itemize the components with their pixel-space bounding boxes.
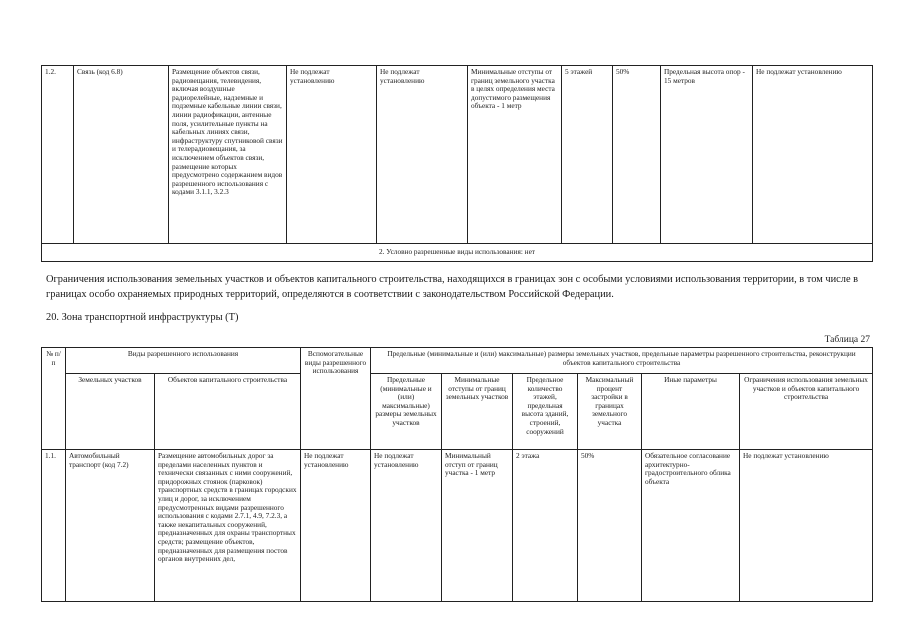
header-permitted-uses: Виды разрешенного использования — [66, 348, 301, 374]
zone-heading: 20. Зона транспортной инфраструктуры (Т) — [46, 312, 239, 323]
header-land-plots: Земельных участков — [66, 374, 155, 450]
cell-coverage: 50% — [578, 450, 642, 602]
use-type-name: Автомобильный транспорт (код 7.2) — [66, 450, 155, 602]
table-number: Таблица 27 — [824, 335, 870, 345]
row-number: 1.1. — [42, 450, 66, 602]
cell-plot-size: Не подлежат установлению — [371, 450, 442, 602]
header-setback: Минимальные отступы от границ земельных участков — [442, 374, 513, 450]
header-capital-objects: Объектов капитального строительства — [155, 374, 301, 450]
header-row — [42, 374, 873, 450]
use-type-description: Размещение автомобильных дорог за пределами населенных пунктов и технически связанных с ними сооружений, придорожных стоянок (парковок) транспортных средств в границах городских улиц и дорог, за исключением предусмотренных видами разрешенного использования с кодами 2.7.1, 4.9, 7.2.3, а также некапитальных сооружений, предназначенных для охраны транспортных средств; размещение объектов, предназначенных для размещения постов органов внутренних дел, — [155, 450, 301, 602]
use-type-name: Связь (код 6.8) — [74, 66, 169, 244]
cell-restrictions: Не подлежат установлению — [740, 450, 873, 602]
cell-floors: 5 этажей — [562, 66, 613, 244]
header-coverage: Максимальный процент застройки в границах земельного участка — [578, 374, 642, 450]
cell-floors: 2 этажа — [513, 450, 578, 602]
row-number: 1.2. — [42, 66, 74, 244]
cell-land-size: Не подлежат установлению — [377, 66, 468, 244]
permitted-use-table-part — [41, 65, 873, 262]
table-row — [42, 244, 873, 262]
header-restrictions: Ограничения использования земельных участков и объектов капитального строительства — [740, 374, 873, 450]
table-row — [42, 66, 873, 244]
header-other-params: Иные параметры — [642, 374, 740, 450]
cell-restrictions: Не подлежат установлению — [753, 66, 873, 244]
header-floors: Предельное количество этажей, предельная высота зданий, строений, сооружений — [513, 374, 578, 450]
cell-setback: Минимальные отступы от границ земельного участка в целях определения места допустимого размещения объекта - 1 метр — [468, 66, 562, 244]
cell-aux-uses: Не подлежат установлению — [301, 450, 371, 602]
header-number: № п/п — [42, 348, 66, 450]
cell-aux-uses: Не подлежат установлению — [287, 66, 377, 244]
header-limits: Предельные (минимальные и (или) максимальные) размеры земельных участков, предельные параметры разрешенного строительства, реконструкции объектов капитального строительства — [371, 348, 873, 374]
header-aux-uses: Вспомогательные виды разрешенного использования — [301, 348, 371, 450]
header-plot-size: Предельные (минимальные и (или) максимальные) размеры земельных участков — [371, 374, 442, 450]
header-row — [42, 348, 873, 374]
cell-coverage: 50% — [613, 66, 661, 244]
restrictions-paragraph: Ограничения использования земельных участков и объектов капитального строительства, находящихся в границах зон с особыми условиями использования территории, в том числе в границах особо охраняемых природных территорий, определяются в соответствии с законодательством Российской Федерации. — [46, 274, 859, 300]
use-type-description: Размещение объектов связи, радиовещания, телевидения, включая воздушные радиорелейные, надземные и подземные кабельные линии связи, линии радиофикации, антенные поля, усилительные пункты на кабельных линиях связи, инфраструктуру спутниковой связи и телерадиовещания, за исключением объектов связи, размещение которых предусмотрено содержанием видов разрешенного использования с кодами 3.1.1, 3.2.3 — [169, 66, 287, 244]
conditional-uses-note: 2. Условно разрешенные виды использования: нет — [42, 244, 873, 262]
cell-other-params: Предельная высота опор - 15 метров — [661, 66, 753, 244]
cell-setback: Минимальный отступ от границ участка - 1 метр — [442, 450, 513, 602]
table-row — [42, 450, 873, 602]
cell-other-params: Обязательное согласование архитектурно-градостроительного облика объекта — [642, 450, 740, 602]
transport-zone-table — [41, 347, 873, 602]
